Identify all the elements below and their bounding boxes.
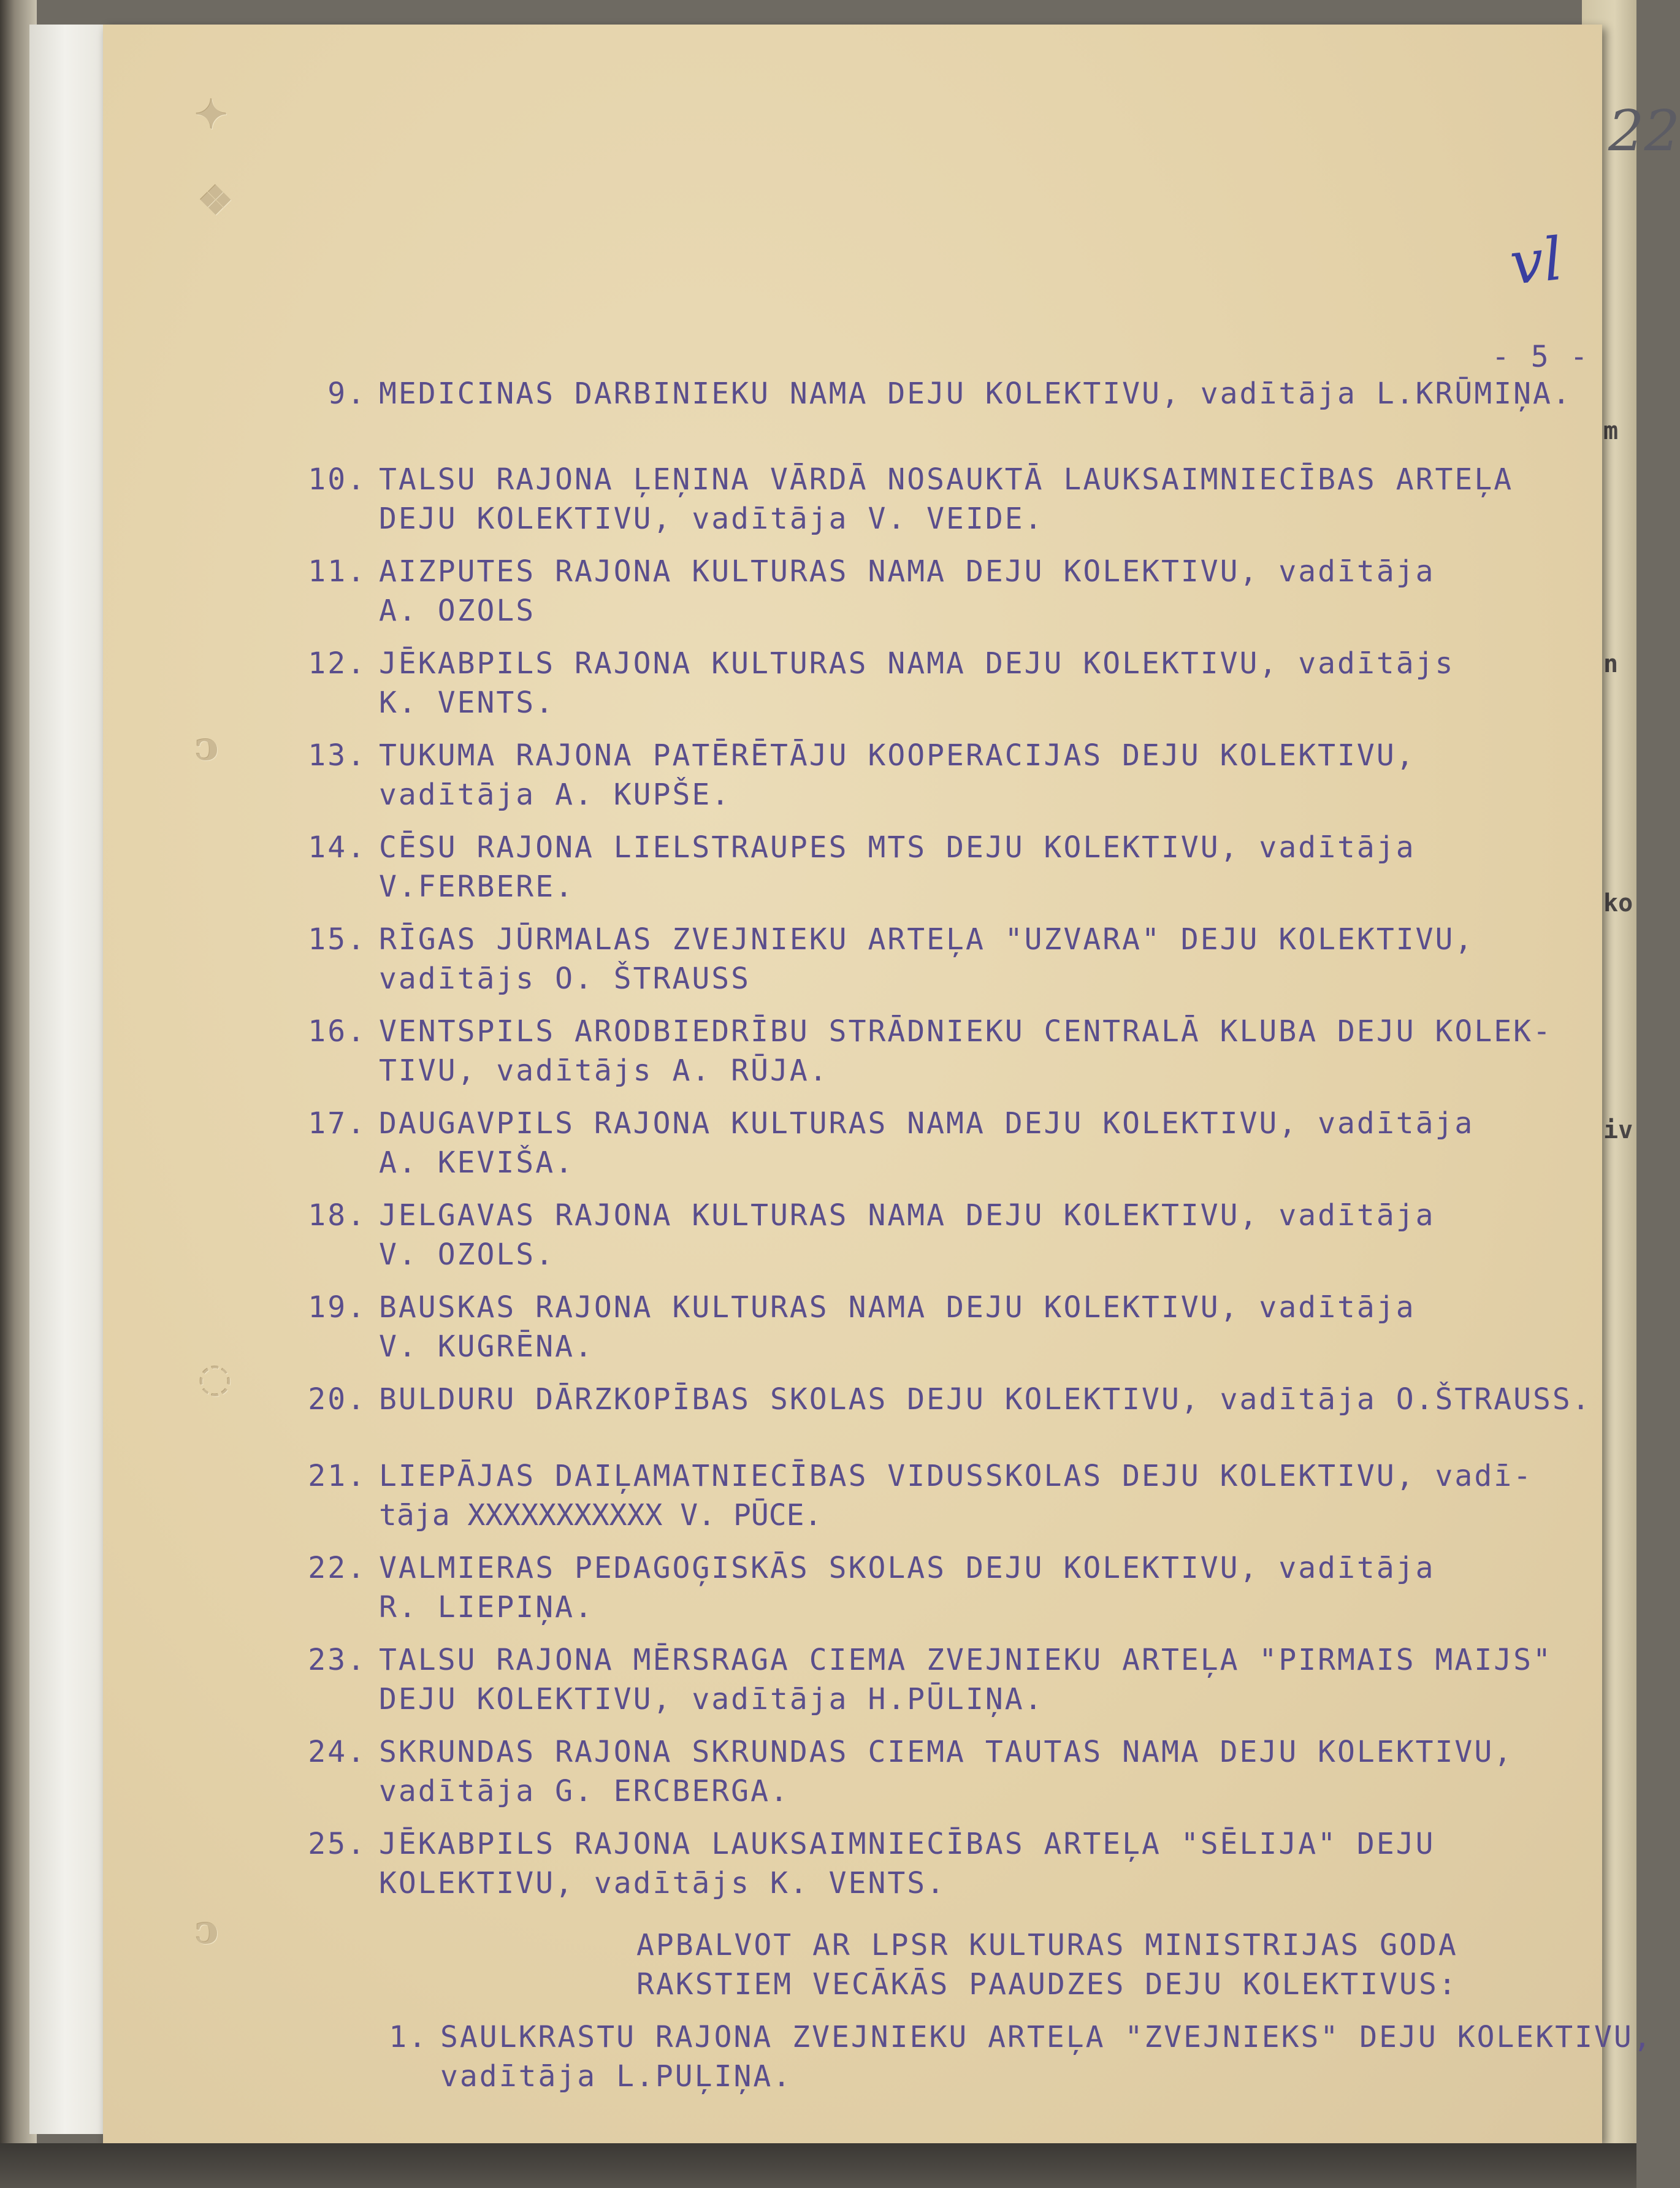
item-text: A. KEVIŠA. [379,1146,575,1180]
list-item [308,460,1514,538]
list-item [308,1196,1435,1274]
item-text: DEJU KOLEKTIVU, vadītāja V. VEIDE. [379,502,1044,536]
underlying-page-fragment: n [1603,650,1619,678]
item-text: AIZPUTES RAJONA KULTURAS NAMA DEJU KOLEKTIVU, vadītāja [379,554,1435,589]
item-text: K. VENTS. [379,686,556,720]
item-text: JĒKABPILS RAJONA LAUKSAIMNIECĪBAS ARTEĻA "SĒLIJA" DEJU [379,1827,1435,1861]
embossed-seal-mark: ↄ [195,724,219,770]
list-item [308,1380,1592,1419]
underlying-page-fragment: ko [1603,889,1633,917]
list-item [308,1288,1416,1366]
embossed-seal-mark: ✦ [195,92,228,138]
embossed-seal-mark: ◌ [198,1355,232,1401]
page-number: - 5 - [1492,340,1590,374]
folio-number: 22 [1608,98,1680,164]
item-text: CĒSU RAJONA LIELSTRAUPES MTS DEJU KOLEKTIVU, vadītāja [379,830,1416,865]
item-number: 11. [308,554,367,589]
section-heading-line: RAKSTIEM VECĀKĀS PAAUDZES DEJU KOLEKTIVUS: [636,1967,1458,2002]
bottom-edge [0,2143,1636,2188]
item-text: DEJU KOLEKTIVU, vadītāja H.PŪLIŅA. [379,1682,1044,1716]
list-item [308,1104,1475,1182]
list-item [308,1732,1514,1811]
underlying-page-fragment: m [1603,417,1619,445]
item-number: 22. [308,1551,367,1585]
item-number: 9. [327,377,367,411]
item-number: 23. [308,1643,367,1677]
item-number: 15. [308,922,367,957]
list-item [308,644,1455,722]
item-text: V. OZOLS. [379,1237,556,1272]
item-text: JĒKABPILS RAJONA KULTURAS NAMA DEJU KOLEKTIVU, vadītājs [379,646,1455,681]
item-text: SAULKRASTU RAJONA ZVEJNIEKU ARTEĻA "ZVEJNIEKS" DEJU KOLEKTIVU, [440,2020,1653,2054]
list-item [327,374,1572,413]
list-item [308,920,1475,998]
item-number: 20. [308,1382,367,1417]
item-text: TIVU, vadītājs A. RŪJA. [379,1054,829,1088]
item-number: 18. [308,1198,367,1233]
item-text: V.FERBERE. [379,870,575,904]
item-number: 21. [308,1459,367,1493]
item-text: VENTSPILS ARODBIEDRĪBU STRĀDNIEKU CENTRALĀ KLUBA DEJU KOLEK- [379,1014,1552,1049]
item-number: 17. [308,1106,367,1141]
item-number: 1. [389,2020,428,2054]
list-item [308,1824,1435,1903]
item-text: LIEPĀJAS DAIĻAMATNIECĪBAS VIDUSSKOLAS DEJU KOLEKTIVU, vadī- [379,1459,1533,1493]
list-item [308,736,1416,814]
item-number: 14. [308,830,367,865]
list-item [308,552,1435,630]
item-text: V. KUGRĒNA. [379,1329,594,1364]
item-text: vadītāja L.PUĻIŅA. [440,2059,793,2094]
embossed-seal-mark: ❖ [198,178,234,224]
item-number: 13. [308,738,367,773]
section-heading-line: APBALVOT AR LPSR KULTURAS MINISTRIJAS GODA [636,1928,1458,1962]
binder-tab [29,25,110,2134]
item-number: 25. [308,1827,367,1861]
item-text: TALSU RAJONA ĻEŅINA VĀRDĀ NOSAUKTĀ LAUKSAIMNIECĪBAS ARTEĻA [379,462,1514,497]
item-text: tāja XXXXXXXXXXX V. PŪCE. [379,1498,822,1532]
list-item [389,2018,1653,2096]
item-number: 10. [308,462,367,497]
item-text: vadītājs O. ŠTRAUSS [379,962,751,996]
item-text: BAUSKAS RAJONA KULTURAS NAMA DEJU KOLEKTIVU, vadītāja [379,1290,1416,1325]
item-text: JELGAVAS RAJONA KULTURAS NAMA DEJU KOLEKTIVU, vadītāja [379,1198,1435,1233]
item-number: 12. [308,646,367,681]
handwritten-initials: vl [1506,224,1566,299]
item-text: KOLEKTIVU, vadītājs K. VENTS. [379,1866,947,1900]
item-text: vadītāja A. KUPŠE. [379,778,731,812]
item-text: VALMIERAS PEDAGOĢISKĀS SKOLAS DEJU KOLEKTIVU, vadītāja [379,1551,1435,1585]
document-page [103,25,1680,2143]
item-text: BULDURU DĀRZKOPĪBAS SKOLAS DEJU KOLEKTIVU, vadītāja O.ŠTRAUSS. [379,1382,1592,1417]
embossed-seal-mark: ↄ [195,1907,219,1953]
underlying-page-fragment: iv [1603,1116,1633,1144]
list-item [308,828,1416,906]
list-item [308,1640,1552,1719]
item-number: 24. [308,1735,367,1769]
list-item [308,1012,1552,1090]
item-number: 16. [308,1014,367,1049]
item-text: R. LIEPIŅA. [379,1590,594,1624]
item-text: RĪGAS JŪRMALAS ZVEJNIEKU ARTEĻA "UZVARA" DEJU KOLEKTIVU, [379,922,1475,957]
item-text: TUKUMA RAJONA PATĒRĒTĀJU KOOPERACIJAS DEJU KOLEKTIVU, [379,738,1416,773]
item-text: SKRUNDAS RAJONA SKRUNDAS CIEMA TAUTAS NAMA DEJU KOLEKTIVU, [379,1735,1514,1769]
item-number: 19. [308,1290,367,1325]
item-text: DAUGAVPILS RAJONA KULTURAS NAMA DEJU KOLEKTIVU, vadītāja [379,1106,1475,1141]
item-text: MEDICINAS DARBINIEKU NAMA DEJU KOLEKTIVU, vadītāja L.KRŪMIŅA. [379,377,1572,411]
item-text: vadītāja G. ERCBERGA. [379,1774,790,1808]
section-heading [636,1926,1458,2004]
item-text: TALSU RAJONA MĒRSRAGA CIEMA ZVEJNIEKU ARTEĻA "PIRMAIS MAIJS" [379,1643,1552,1677]
list-item [308,1548,1435,1627]
item-text: A. OZOLS [379,594,536,628]
list-item [308,1456,1533,1535]
